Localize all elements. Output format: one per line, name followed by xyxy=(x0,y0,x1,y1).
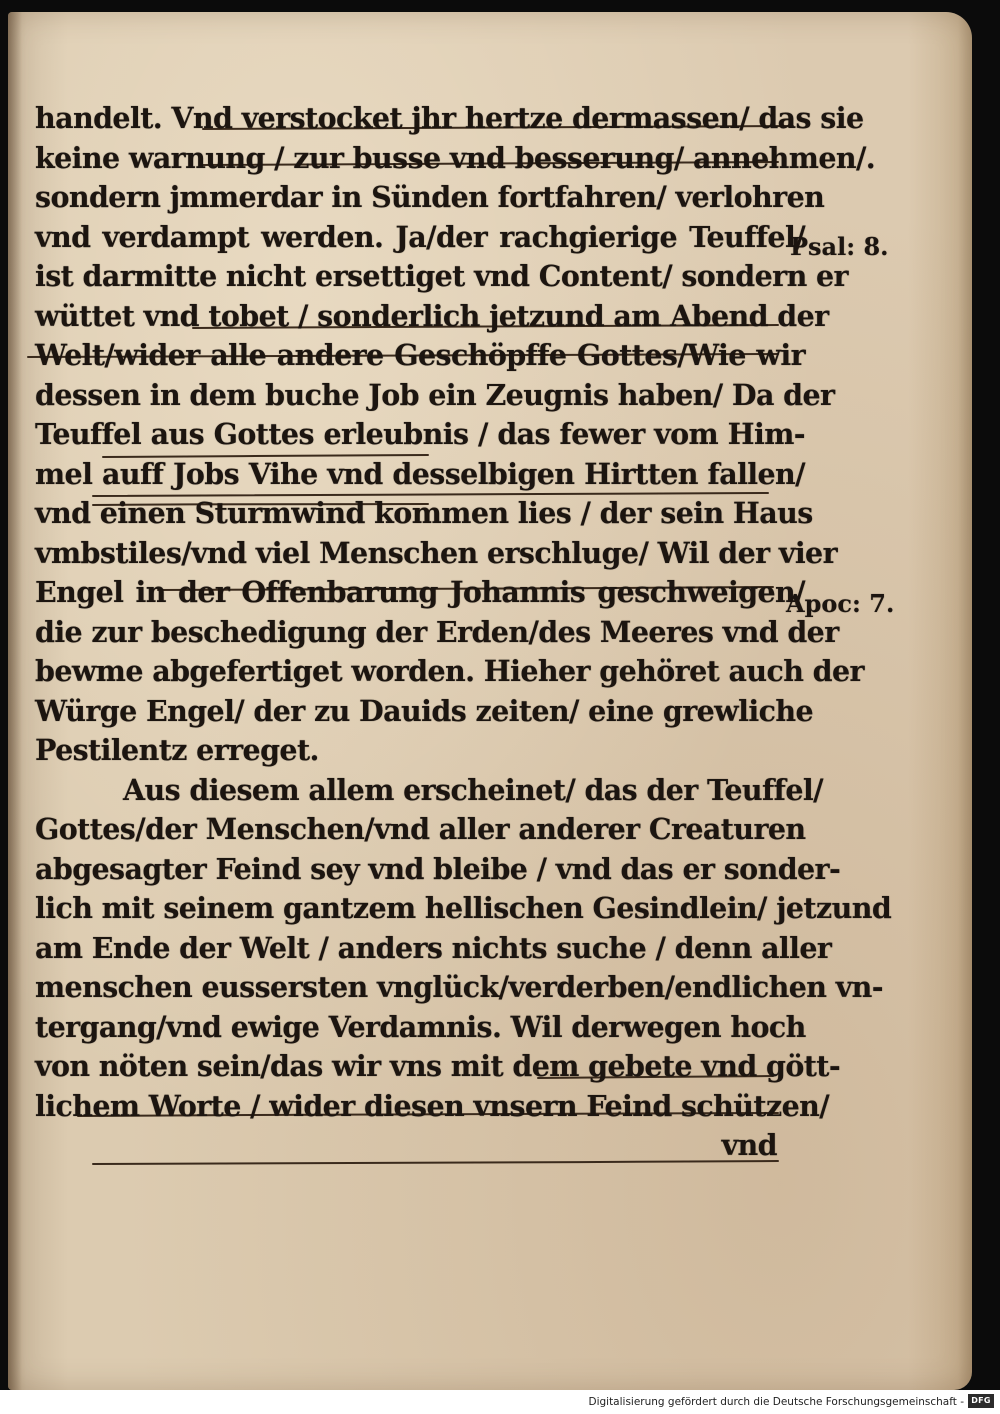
text-line-24: tergang/vnd ewige Verdamnis. Wil derwegen hoch xyxy=(35,1009,806,1044)
text-line-8: dessen in dem buche Job ein Zeugnis haben/ Da der xyxy=(35,377,835,412)
dfg-logo-icon: DFG xyxy=(968,1394,994,1408)
text-line-10: mel auff Jobs Vihe vnd desselbigen Hirtten fallen/ xyxy=(35,456,805,491)
text-line-12: vmbstiles/vnd viel Menschen erschluge/ Wil der vier xyxy=(35,535,838,570)
text-line-25: von nöten sein/das wir vns mit dem gebete vnd gött- xyxy=(35,1049,841,1083)
text-line-23: menschen eussersten vnglück/verderben/endlichen vn- xyxy=(35,970,884,1004)
text-line-16: Würge Engel/ der zu Dauids zeiten/ eine grewliche xyxy=(35,693,813,728)
text-line-9: Teuffel aus Gottes erleubnis / das fewer vom Him- xyxy=(35,417,805,451)
text-line-3: sondern jmmerdar in Sünden fortfahren/ verlohren xyxy=(35,180,825,214)
text-line-1: handelt. Vnd verstocket jhr hertze dermassen/ das sie xyxy=(35,101,864,135)
text-line-22: am Ende der Welt / anders nichts suche / denn aller xyxy=(35,930,832,965)
text-line-13: Engel in der Offenbarung Johannis geschweigen/ xyxy=(35,575,805,609)
book-page xyxy=(8,12,972,1390)
funding-credit: Digitalisierung gefördert durch die Deutsche Forschungsgemeinschaft - xyxy=(588,1396,964,1408)
text-line-6: wüttet vnd tobet / sonderlich jetzund am Abend der xyxy=(35,298,829,333)
text-line-17: Pestilentz erreget. xyxy=(35,733,319,767)
text-line-18: Aus diesem allem erscheinet/ das der Teuffel/ xyxy=(123,772,823,807)
catchword: vnd xyxy=(721,1128,777,1162)
text-line-21: lich mit seinem gantzem hellischen Gesindlein/ jetzund xyxy=(35,891,892,925)
text-line-14: die zur beschedigung der Erden/des Meeres vnd der xyxy=(35,614,839,649)
text-line-11: vnd einen Sturmwind kommen lies / der sein Haus xyxy=(35,496,813,530)
text-line-20: abgesagter Feind sey vnd bleibe / vnd das er sonder- xyxy=(35,851,841,886)
text-line-26: lichem Worte / wider diesen vnsern Feind schützen/ xyxy=(35,1088,830,1123)
text-line-15: bewme abgefertiget worden. Hieher gehöret auch der xyxy=(35,654,864,688)
text-line-19: Gottes/der Menschen/vnd aller anderer Creaturen xyxy=(35,812,806,846)
text-line-7: Welt/wider alle andere Geschöpffe Gottes/Wie wir xyxy=(35,338,805,372)
text-line-5: ist darmitte nicht ersettiget vnd Content/ sondern er xyxy=(35,259,848,293)
margin-note-psalm: Psal: 8. xyxy=(790,232,889,261)
text-line-4: vnd verdampt werden. Ja/der rachgierige Teuffel/ xyxy=(35,219,805,254)
text-line-2: keine warnung / zur busse vnd besserung/ annehmen/. xyxy=(35,140,876,175)
gutter-shadow xyxy=(8,12,22,1390)
margin-note-apocalypse: Apoc: 7. xyxy=(786,589,895,618)
footer-bar xyxy=(0,1390,1000,1414)
